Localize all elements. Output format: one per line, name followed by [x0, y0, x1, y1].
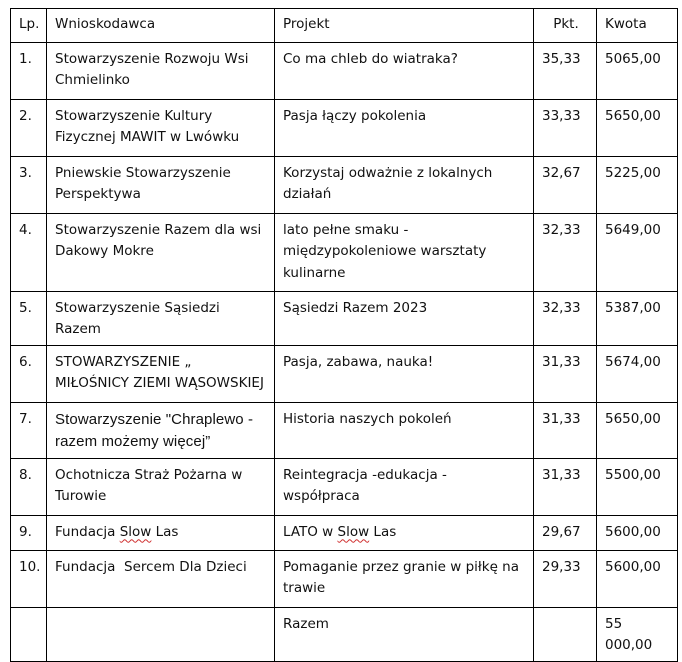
- table-row: [11, 345, 678, 402]
- cell-applicant: [47, 402, 275, 458]
- table-total-row: [11, 607, 678, 661]
- cell-applicant: Pniewskie Stowarzyszenie Perspektywa: [47, 156, 275, 213]
- cell-lp: 10.: [11, 550, 47, 607]
- table-row: [11, 458, 678, 515]
- cell-points: 29,67: [534, 515, 597, 550]
- cell-lp: 4.: [11, 213, 47, 291]
- cell-lp: 6.: [11, 345, 47, 402]
- spellcheck-word: Slow: [119, 523, 152, 540]
- cell-amount: 5065,00: [597, 42, 678, 99]
- total-amount: 55 000,00: [597, 607, 678, 661]
- project-prefix: LATO w: [283, 523, 338, 540]
- header-applicant: Wnioskodawca: [47, 9, 275, 43]
- cell-empty: [534, 607, 597, 661]
- cell-amount: 5600,00: [597, 550, 678, 607]
- table-row: [11, 402, 678, 458]
- table-row: [11, 291, 678, 345]
- cell-project: Pomaganie przez granie w piłkę na trawie: [275, 550, 534, 607]
- table-row: [11, 99, 678, 156]
- cell-lp: 7.: [11, 402, 47, 458]
- cell-points: 32,67: [534, 156, 597, 213]
- cell-points: 32,33: [534, 213, 597, 291]
- cell-project: Reintegracja -edukacja - współpraca: [275, 458, 534, 515]
- cell-project: lato pełne smaku - międzypokoleniowe warsztaty kulinarne: [275, 213, 534, 291]
- cell-project: Korzystaj odważnie z lokalnych działań: [275, 156, 534, 213]
- table-row: [11, 42, 678, 99]
- cell-amount: 5674,00: [597, 345, 678, 402]
- cell-lp: 1.: [11, 42, 47, 99]
- cell-applicant: Stowarzyszenie Rozwoju Wsi Chmielinko: [47, 42, 275, 99]
- cell-points: 29,33: [534, 550, 597, 607]
- cell-applicant: Stowarzyszenie Kultury Fizycznej MAWIT w Lwówku: [47, 99, 275, 156]
- cell-amount: 5387,00: [597, 291, 678, 345]
- spellcheck-word: Slow: [337, 523, 370, 540]
- cell-project: Sąsiedzi Razem 2023: [275, 291, 534, 345]
- header-amount: Kwota: [597, 9, 678, 43]
- cell-lp: 2.: [11, 99, 47, 156]
- table-row: [11, 156, 678, 213]
- cell-points: 31,33: [534, 402, 597, 458]
- cell-amount: 5500,00: [597, 458, 678, 515]
- table-row: [11, 213, 678, 291]
- cell-project: Co ma chleb do wiatraka?: [275, 42, 534, 99]
- cell-project: Pasja łączy pokolenia: [275, 99, 534, 156]
- cell-lp: 8.: [11, 458, 47, 515]
- table-row: [11, 550, 678, 607]
- cell-lp: 9.: [11, 515, 47, 550]
- cell-amount: 5649,00: [597, 213, 678, 291]
- cell-applicant: Stowarzyszenie Razem dla wsi Dakowy Mokre: [47, 213, 275, 291]
- header-points: Pkt.: [534, 9, 597, 43]
- cell-points: 35,33: [534, 42, 597, 99]
- cell-applicant: Ochotnicza Straż Pożarna w Turowie: [47, 458, 275, 515]
- cell-lp: 3.: [11, 156, 47, 213]
- cell-points: 31,33: [534, 458, 597, 515]
- cell-lp: 5.: [11, 291, 47, 345]
- cell-amount: 5225,00: [597, 156, 678, 213]
- cell-points: 32,33: [534, 291, 597, 345]
- cell-applicant: Fundacja Sercem Dla Dzieci: [47, 550, 275, 607]
- table-header-row: [11, 9, 678, 43]
- cell-applicant: Stowarzyszenie Sąsiedzi Razem: [47, 291, 275, 345]
- cell-amount: 5650,00: [597, 99, 678, 156]
- header-lp: Lp.: [11, 9, 47, 43]
- cell-amount: 5650,00: [597, 402, 678, 458]
- cell-project: Pasja, zabawa, nauka!: [275, 345, 534, 402]
- cell-applicant: STOWARZYSZENIE „ MIŁOŚNICY ZIEMI WĄSOWSKIEJ: [47, 345, 275, 402]
- applicant-prefix: Fundacja: [55, 523, 120, 540]
- grants-table: [10, 8, 678, 662]
- applicant-text: Stowarzyszenie "Chraplewo - razem możemy więcej”: [55, 410, 254, 450]
- cell-empty: [47, 607, 275, 661]
- cell-applicant: [47, 515, 275, 550]
- cell-project: Historia naszych pokoleń: [275, 402, 534, 458]
- applicant-suffix: Las: [151, 523, 179, 540]
- project-suffix: Las: [369, 523, 397, 540]
- cell-project: [275, 515, 534, 550]
- header-project: Projekt: [275, 9, 534, 43]
- cell-points: 31,33: [534, 345, 597, 402]
- total-label: Razem: [275, 607, 534, 661]
- table-row: [11, 515, 678, 550]
- cell-amount: 5600,00: [597, 515, 678, 550]
- cell-points: 33,33: [534, 99, 597, 156]
- cell-empty: [11, 607, 47, 661]
